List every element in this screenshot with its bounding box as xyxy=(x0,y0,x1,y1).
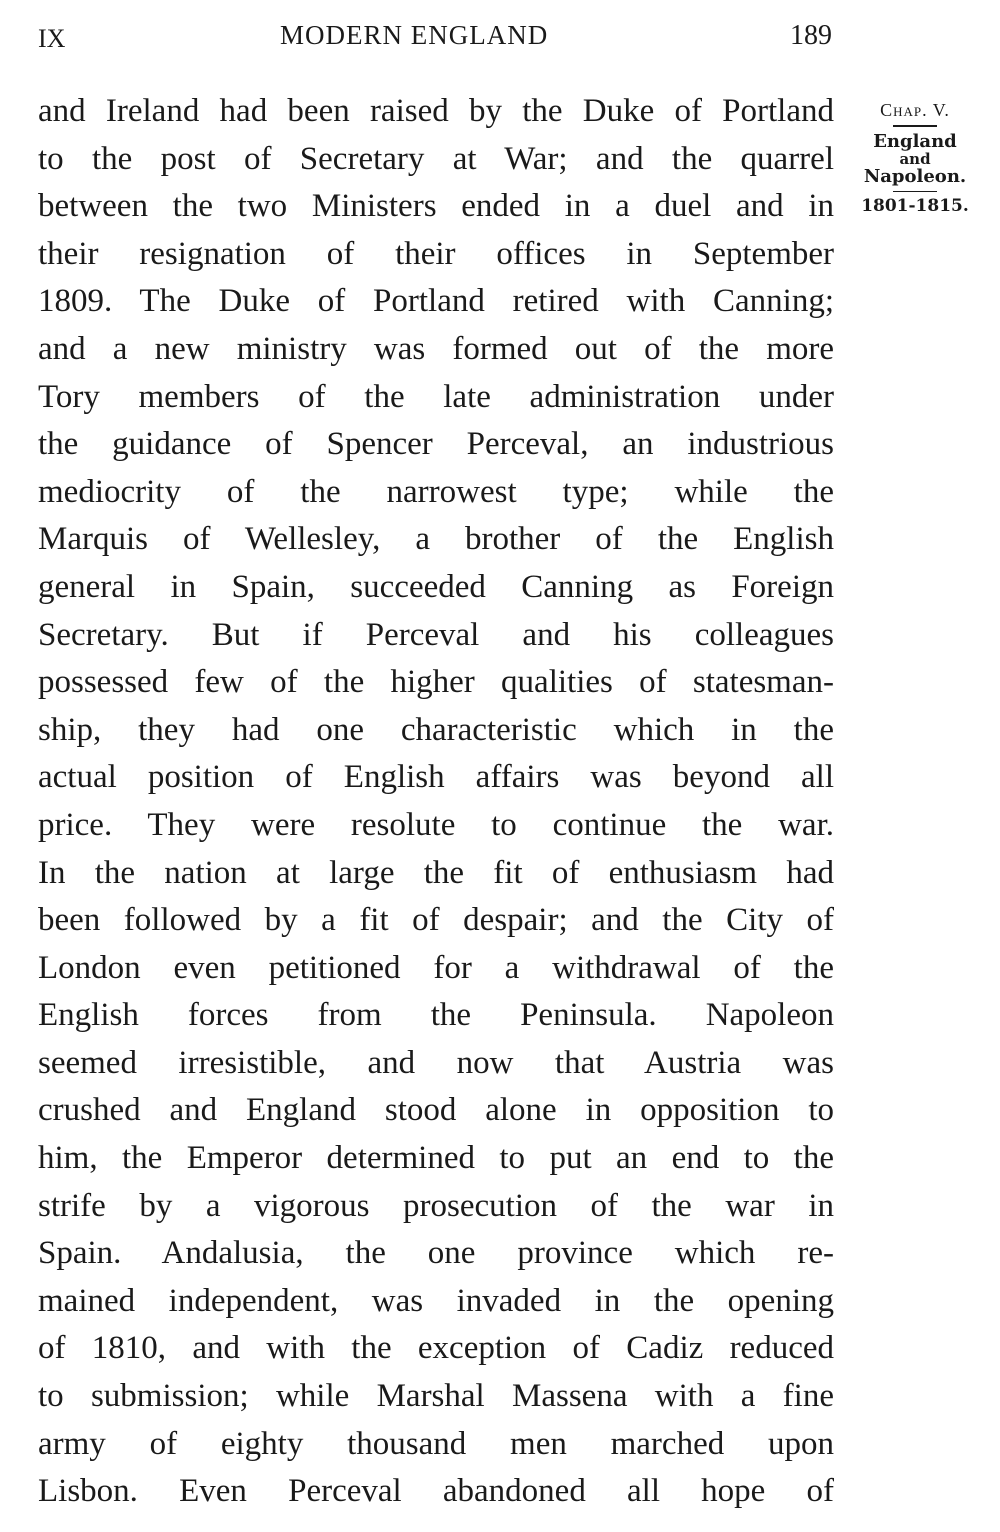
text-line: and Ireland had been raised by the Duke of Portland xyxy=(38,93,834,129)
text-line: 1809. The Duke of Portland retired with Canning; xyxy=(38,283,834,320)
text-line: Tory members of the late administration under xyxy=(38,378,834,415)
text-line: mediocrity of the narrowest type; while the xyxy=(38,473,834,510)
text-line: and a new ministry was formed out of the more xyxy=(38,330,834,367)
text-line: Marquis of Wellesley, a brother of the English xyxy=(38,521,834,558)
text-line: actual position of English affairs was beyond all xyxy=(38,759,834,796)
margin-subject-line2: and xyxy=(899,149,931,168)
margin-note xyxy=(850,100,980,216)
text-line: general in Spain, succeeded Canning as Foreign xyxy=(38,568,834,605)
text-line: London even petitioned for a withdrawal of the xyxy=(38,949,834,986)
running-head-title: MODERN ENGLAND xyxy=(280,20,549,50)
text-line: army of eighty thousand men marched upon xyxy=(38,1425,834,1462)
text-line: price. They were resolute to continue the war. xyxy=(38,806,834,843)
text-line: crushed and England stood alone in opposition to xyxy=(38,1092,834,1129)
text-line: Spain. Andalusia, the one province which re- xyxy=(38,1235,834,1272)
chapter-numeral: IX xyxy=(38,24,66,53)
text-line: their resignation of their offices in September xyxy=(38,235,834,272)
text-line: the guidance of Spencer Perceval, an industrious xyxy=(38,426,834,463)
text-line: In the nation at large the fit of enthusiasm had xyxy=(38,854,834,891)
text-line: of 1810, and with the exception of Cadiz reduced xyxy=(38,1330,834,1367)
margin-chapter: Chap. V. xyxy=(880,100,950,120)
text-line: possessed few of the higher qualities of statesman- xyxy=(38,664,834,701)
margin-years: 1801-1815. xyxy=(861,196,969,216)
text-line: to submission; while Marshal Massena with a fine xyxy=(38,1378,834,1415)
text-line: him, the Emperor determined to put an end to the xyxy=(38,1140,834,1177)
margin-subject-line1: England xyxy=(873,130,957,152)
margin-rule xyxy=(893,125,937,127)
text-line: ship, they had one characteristic which in the xyxy=(38,711,834,748)
text-line: mained independent, was invaded in the opening xyxy=(38,1282,834,1319)
text-line: Lisbon. Even Perceval abandoned all hope of xyxy=(38,1473,834,1510)
text-line: seemed irresistible, and now that Austria was xyxy=(38,1044,834,1081)
text-line: English forces from the Peninsula. Napoleon xyxy=(38,997,834,1034)
text-line: Secretary. But if Perceval and his colleagues xyxy=(38,616,834,653)
margin-rule xyxy=(893,191,937,193)
text-line: been followed by a fit of despair; and the City of xyxy=(38,902,834,939)
text-line: between the two Ministers ended in a duel and in xyxy=(38,188,834,225)
text-line: strife by a vigorous prosecution of the war in xyxy=(38,1187,834,1224)
body-text xyxy=(38,88,834,1516)
margin-subject-line3: Napoleon. xyxy=(863,165,967,187)
page-number: 189 xyxy=(790,20,832,51)
text-line: to the post of Secretary at War; and the quarrel xyxy=(38,140,834,177)
